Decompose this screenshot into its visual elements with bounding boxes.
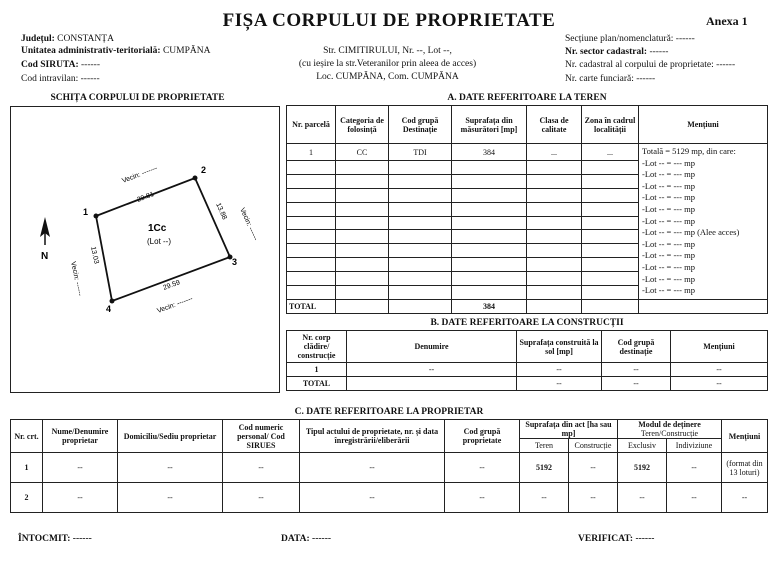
vertex-4 [110, 299, 115, 304]
cell-nr: 1 [287, 144, 336, 161]
col-cnp: Cod numeric personal/ Cod SIRUES [223, 420, 300, 453]
construction-table [286, 330, 768, 391]
col-categoria: Categoria de folosință [336, 106, 389, 144]
mentiuni-line: -Lot -- = --- mp [642, 192, 695, 203]
section-a-title: A. DATE REFERITOARE LA TEREN [447, 93, 607, 103]
col-act: Tipul actului de proprietate, nr. și data înregistrării/eliberării [300, 420, 445, 453]
cadastral-line: Nr. cadastral al corpului de proprietate: ------ [565, 60, 736, 70]
col-mentiuni-c: Mențiuni [722, 420, 768, 453]
cell-cod: TDI [389, 144, 452, 161]
mentiuni-line: -Lot -- = --- mp [642, 238, 695, 249]
mentiuni-line: -Lot -- = --- mp [642, 169, 695, 180]
annex-label: Anexa 1 [706, 14, 748, 28]
sketch-title: SCHIȚA CORPULUI DE PROPRIETATE [50, 93, 225, 103]
mentiuni-line: -Lot -- = --- mp [642, 273, 695, 284]
sketch-frame [10, 106, 280, 393]
col-domiciliu: Domiciliu/Sediu proprietar [118, 420, 223, 453]
vertex-2 [193, 176, 198, 181]
neighbor-east: Vecin: ------ [238, 206, 259, 242]
cell-zona: ... [582, 144, 639, 161]
construction-header [287, 331, 768, 363]
col-nr-corp: Nr. corp clădire/ construcție [287, 331, 347, 363]
cf-line: Nr. carte funciară: ------ [565, 74, 656, 84]
siruta-line: Cod SIRUTA: ------ [21, 60, 100, 70]
parcel-sub: (Lot --) [147, 237, 171, 246]
owner-header-1 [11, 420, 768, 439]
col-suprafata: Suprafața din măsurători [mp] [452, 106, 527, 144]
neighbor-south: Vecin: ------- [156, 295, 194, 315]
col-suprafata-act: Suprafața din act [ha sau mp] [520, 420, 618, 439]
col-mentiuni: Mențiuni [639, 106, 768, 144]
table-row: 2 -- -- -- -- -- -- -- -- -- -- [11, 483, 768, 513]
point-label-1: 1 [83, 207, 89, 217]
land-table [286, 105, 768, 314]
cell-categoria: CC [336, 144, 389, 161]
total-row [287, 299, 768, 313]
address-line-3: Loc. CUMPĂNA, Com. CUMPĂNA [316, 72, 459, 82]
north-label: N [41, 251, 49, 262]
table-row [287, 144, 768, 161]
verificat-label: VERIFICAT: ------ [578, 534, 655, 544]
owner-table [10, 419, 768, 513]
mentiuni-cell [639, 144, 768, 300]
page-title: FIȘA CORPULUI DE PROPRIETATE [222, 10, 556, 31]
col-zona: Zona în cadrul localității [582, 106, 639, 144]
total-row: TOTAL -- -- -- [287, 377, 768, 391]
vertex-1 [94, 214, 99, 219]
col-cod-destinatie: Cod grupă destinație [602, 331, 671, 363]
cell-suprafata: 384 [452, 144, 527, 161]
mentiuni-line: -Lot -- = --- mp [642, 285, 695, 296]
col-nume: Nume/Denumire proprietar [43, 420, 118, 453]
col-denumire: Denumire [347, 331, 517, 363]
total-label: TOTAL [287, 299, 336, 313]
col-cod-grupa-prop: Cod grupă proprietate [445, 420, 520, 453]
col-mentiuni-b: Mențiuni [671, 331, 768, 363]
mentiuni-line: -Lot -- = --- mp [642, 215, 695, 226]
point-label-3: 3 [232, 257, 238, 267]
neighbor-west: Vecin: ------ [69, 260, 84, 297]
col-nr-crt: Nr. crt. [11, 420, 43, 453]
uat-line: Unitatea administrativ-teritorială: CUMPĂNA [21, 46, 211, 56]
judet-line: Județul: CONSTANȚA [21, 34, 114, 44]
mentiuni-line: -Lot -- = --- mp [642, 203, 695, 214]
plan-line: Secțiune plan/nomenclatură: ------ [565, 34, 695, 44]
address-line-2: (cu ieșire la str.Veteranilor prin aleea de acces) [298, 59, 477, 69]
section-b-title: B. DATE REFERITOARE LA CONSTRUCȚII [430, 318, 624, 328]
data-label: DATA: ------ [281, 534, 332, 544]
col-cod-grupa: Cod grupă Destinație [389, 106, 452, 144]
table-row: 1 -- -- -- -- -- 5192 -- 5192 -- (format din 13 loturi) [11, 453, 768, 483]
dim-2-3: 13.88 [214, 201, 228, 221]
dim-1-2: 29.81 [136, 191, 156, 204]
mentiuni-line: -Lot -- = --- mp [642, 180, 695, 191]
parcel-code: 1Cc [148, 223, 167, 234]
sector-line: Nr. sector cadastral: ------ [565, 47, 669, 57]
total-value: 384 [452, 299, 527, 313]
table-row: 1 -- -- -- -- [287, 363, 768, 377]
col-nr-parcela: Nr. parcelă [287, 106, 336, 144]
col-suprafata-sol: Suprafața construită la sol [mp] [517, 331, 602, 363]
north-arrow-icon [40, 217, 50, 262]
cell-clasa: ... [527, 144, 582, 161]
parcel-sketch [11, 107, 279, 392]
owner-header-2: Teren Construcție Exclusiv Indiviziune [11, 439, 768, 453]
mentiuni-line: Totală = 5129 mp, din care: [642, 146, 736, 156]
point-label-4: 4 [106, 304, 112, 314]
mentiuni-line: -Lot -- = --- mp (Alee acces) [642, 227, 740, 238]
address-line-1: Str. CIMITIRULUI, Nr. --, Lot --, [323, 46, 452, 56]
mentiuni-line: -Lot -- = --- mp [642, 250, 695, 261]
col-modul: Modul de deținere Teren/Construcție [618, 420, 722, 439]
mentiuni-line: -Lot -- = --- mp [642, 157, 695, 168]
intravilan-line: Cod intravilan: ------ [21, 74, 100, 84]
dim-3-4: 29.59 [162, 279, 182, 292]
land-table-header [287, 106, 768, 144]
mentiuni-line: -Lot -- = --- mp [642, 261, 695, 272]
section-c-title: C. DATE REFERITOARE LA PROPRIETAR [294, 407, 484, 417]
dim-4-1: 13.03 [89, 245, 100, 265]
neighbor-north: Vecin: ------- [121, 164, 159, 185]
intocmit-label: ÎNTOCMIT: ------ [18, 534, 92, 544]
point-label-2: 2 [201, 165, 207, 175]
col-clasa: Clasa de calitate [527, 106, 582, 144]
